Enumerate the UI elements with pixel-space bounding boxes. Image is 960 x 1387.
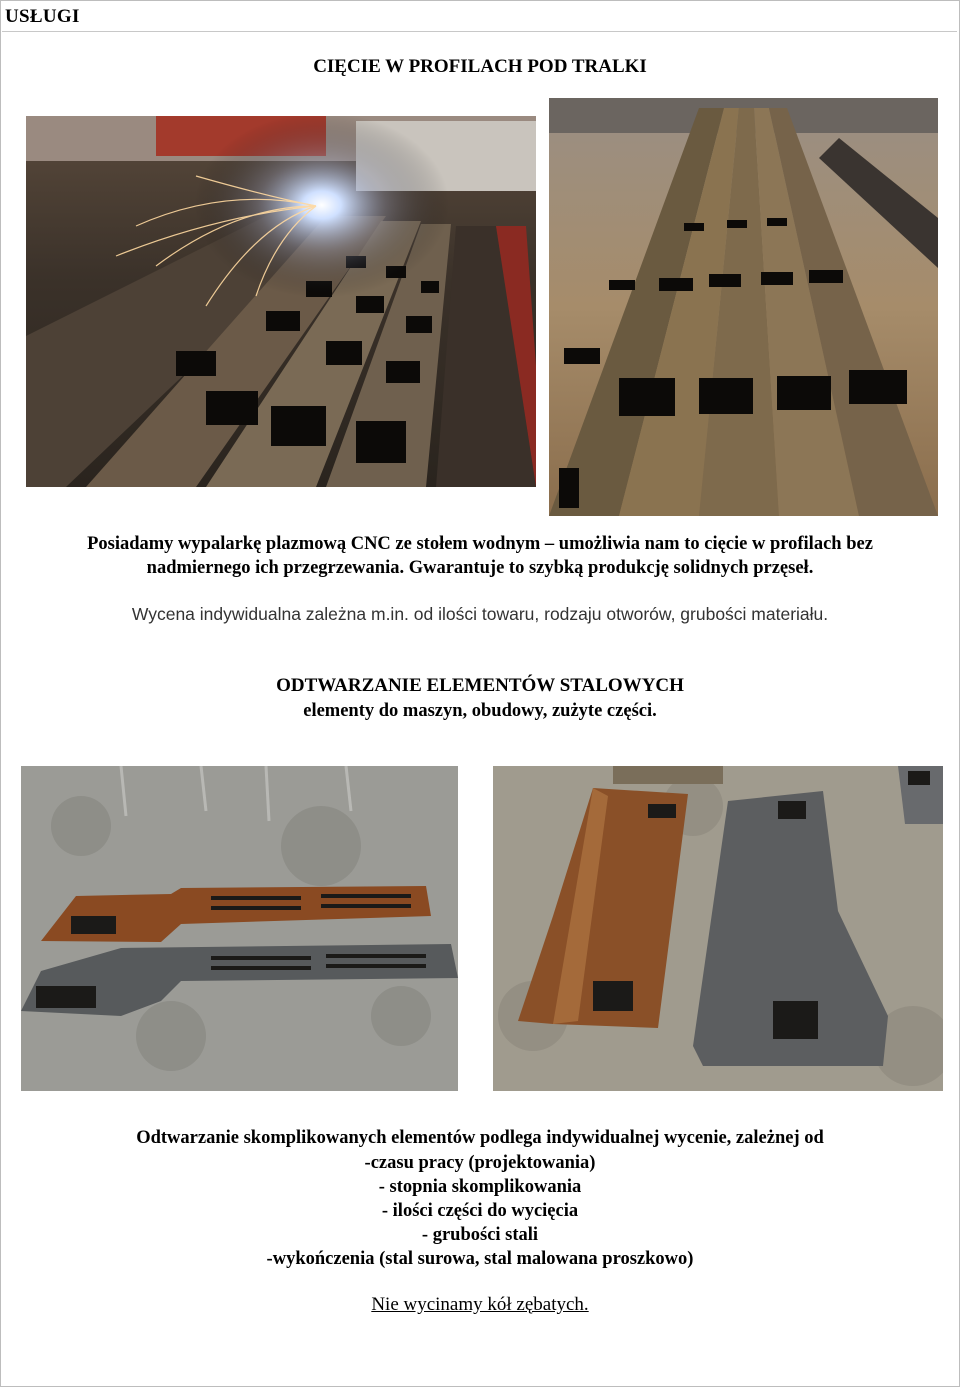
recreation-intro: Odtwarzanie skomplikowanych elementów podlega indywidualnej wycenie, zależnej od: [136, 1128, 824, 1148]
plasma-cutting-photo: [26, 116, 536, 487]
cutting-description-line-1: Posiadamy wypalarkę plazmową CNC ze stołem wodnym – umożliwia nam to cięcie w profilach bez: [87, 534, 873, 554]
factor-item-finish: -wykończenia (stal surowa, stal malowana proszkowo): [266, 1249, 694, 1269]
factor-item-work-time: -czasu pracy (projektowania): [364, 1153, 596, 1173]
cutting-heading: CIĘCIE W PROFILACH POD TRALKI: [313, 56, 647, 77]
machine-covers-photo: [493, 766, 943, 1091]
recreation-subheading: elementy do maszyn, obudowy, zużyte części.: [303, 701, 657, 721]
factor-item-complexity: - stopnia skomplikowania: [378, 1177, 582, 1197]
recreation-heading: ODTWARZANIE ELEMENTÓW STALOWYCH: [276, 675, 684, 696]
factor-item-quantity: - ilości części do wycięcia: [381, 1201, 579, 1221]
no-gears-note: Nie wycinamy kół zębatych.: [371, 1294, 589, 1315]
cut-profiles-photo: [549, 98, 938, 516]
header-divider: [2, 31, 957, 32]
factor-item-thickness: - grubości stali: [421, 1225, 539, 1245]
steel-panels-photo: [21, 766, 458, 1091]
cutting-description-line-2: nadmiernego ich przegrzewania. Gwarantuje to szybką produkcję solidnych przęseł.: [146, 558, 814, 578]
cutting-pricing: Wycena indywidualna zależna m.in. od ilości towaru, rodzaju otworów, grubości materiału.: [131, 604, 829, 624]
section-title: USŁUGI: [5, 6, 80, 27]
